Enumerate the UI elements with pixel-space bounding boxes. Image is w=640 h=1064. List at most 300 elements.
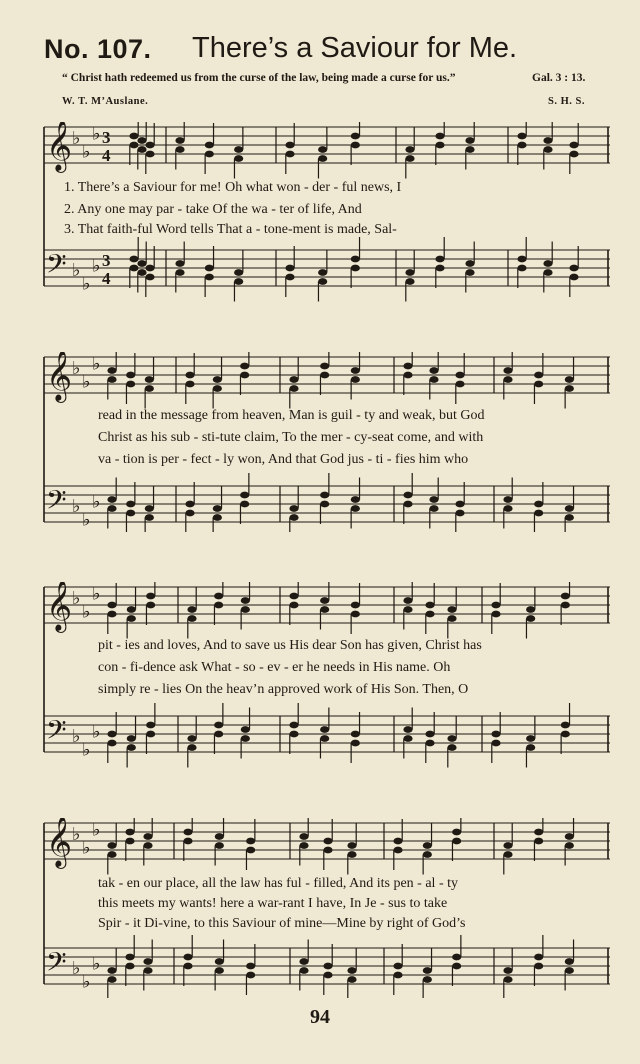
flat-icon: ♭ [82, 371, 91, 393]
note-head-icon [465, 137, 474, 144]
note-head-icon [565, 376, 574, 383]
note-head-icon [491, 731, 500, 738]
note-head-icon [425, 611, 434, 618]
note-head-icon [107, 976, 116, 983]
note-head-icon [285, 265, 294, 272]
note-head-icon [137, 137, 146, 144]
note-head-icon [214, 602, 223, 609]
note-head-icon [425, 602, 434, 609]
note-head-icon [447, 744, 456, 751]
note-head-icon [246, 838, 255, 845]
note-head-icon [146, 593, 155, 600]
note-head-icon [320, 735, 329, 742]
note-head-icon [534, 372, 543, 379]
note-head-icon [137, 269, 146, 276]
note-head-icon [126, 510, 135, 517]
note-head-icon [299, 833, 308, 840]
bass-clef-icon: 𝄢 [46, 248, 67, 286]
lyric-line-1-2: 2. Any one may par - take Of the wa - ter of life, And [64, 202, 362, 217]
note-head-icon [289, 593, 298, 600]
note-head-icon [215, 967, 224, 974]
note-head-icon [145, 385, 154, 392]
note-head-icon [137, 260, 146, 267]
note-head-icon [241, 735, 250, 742]
note-head-icon [403, 501, 412, 508]
note-head-icon [455, 501, 464, 508]
note-head-icon [435, 265, 444, 272]
note-head-icon [347, 851, 356, 858]
note-head-icon [289, 722, 298, 729]
note-head-icon [299, 958, 308, 965]
note-head-icon [455, 510, 464, 517]
note-head-icon [517, 256, 526, 263]
note-head-icon [145, 151, 154, 158]
note-head-icon [143, 967, 152, 974]
flat-icon: ♭ [82, 739, 91, 761]
note-head-icon [289, 731, 298, 738]
note-head-icon [125, 954, 134, 961]
note-head-icon [565, 842, 574, 849]
note-head-icon [423, 842, 432, 849]
note-head-icon [351, 611, 360, 618]
note-head-icon [569, 142, 578, 149]
note-head-icon [107, 367, 116, 374]
note-head-icon [289, 514, 298, 521]
note-head-icon [214, 593, 223, 600]
note-head-icon [565, 833, 574, 840]
note-head-icon [447, 606, 456, 613]
note-head-icon [565, 505, 574, 512]
note-head-icon [435, 256, 444, 263]
note-head-icon [323, 972, 332, 979]
note-head-icon [241, 597, 250, 604]
note-head-icon [107, 731, 116, 738]
note-head-icon [323, 838, 332, 845]
note-head-icon [429, 376, 438, 383]
note-head-icon [289, 385, 298, 392]
bass-clef-icon: 𝄢 [46, 946, 67, 984]
note-head-icon [145, 142, 154, 149]
note-head-icon [534, 963, 543, 970]
note-head-icon [534, 501, 543, 508]
note-head-icon [503, 505, 512, 512]
note-head-icon [126, 372, 135, 379]
bass-clef-icon: 𝄢 [46, 714, 67, 752]
note-head-icon [320, 363, 329, 370]
note-head-icon [240, 372, 249, 379]
note-head-icon [183, 963, 192, 970]
note-head-icon [351, 133, 360, 140]
note-head-icon [183, 829, 192, 836]
note-head-icon [435, 133, 444, 140]
note-head-icon [213, 505, 222, 512]
time-signature-icon: 4 [102, 269, 111, 288]
note-head-icon [405, 155, 414, 162]
note-head-icon [246, 972, 255, 979]
flat-icon: ♭ [92, 583, 101, 605]
note-head-icon [107, 842, 116, 849]
note-head-icon [299, 967, 308, 974]
note-head-icon [129, 256, 138, 263]
note-head-icon [146, 602, 155, 609]
note-head-icon [543, 269, 552, 276]
note-head-icon [534, 829, 543, 836]
note-head-icon [185, 372, 194, 379]
note-head-icon [213, 376, 222, 383]
note-head-icon [107, 496, 116, 503]
flat-icon: ♭ [82, 141, 91, 163]
note-head-icon [175, 269, 184, 276]
note-head-icon [145, 274, 154, 281]
note-head-icon [285, 274, 294, 281]
note-head-icon [351, 731, 360, 738]
scripture-reference: Gal. 3 : 13. [532, 72, 586, 84]
scripture-text: “ Christ hath redeemed us from the curse of the law, being made a curse for us.” [62, 72, 456, 84]
note-head-icon [503, 967, 512, 974]
note-head-icon [491, 602, 500, 609]
note-head-icon [129, 265, 138, 272]
note-head-icon [323, 847, 332, 854]
note-head-icon [393, 838, 402, 845]
note-head-icon [185, 510, 194, 517]
note-head-icon [320, 492, 329, 499]
lyric-line-1-1: 1. There’s a Saviour for me! Oh what won - der - ful news, I [64, 180, 402, 195]
note-head-icon [145, 265, 154, 272]
flat-icon: ♭ [92, 721, 101, 743]
note-head-icon [561, 722, 570, 729]
note-head-icon [318, 278, 327, 285]
note-head-icon [185, 381, 194, 388]
flat-icon: ♭ [82, 509, 91, 531]
note-head-icon [569, 151, 578, 158]
note-head-icon [351, 367, 360, 374]
note-head-icon [318, 155, 327, 162]
note-head-icon [215, 958, 224, 965]
note-head-icon [320, 501, 329, 508]
note-head-icon [299, 842, 308, 849]
note-head-icon [240, 363, 249, 370]
note-head-icon [429, 367, 438, 374]
note-head-icon [129, 133, 138, 140]
note-head-icon [351, 265, 360, 272]
note-head-icon [425, 740, 434, 747]
flat-icon: ♭ [82, 273, 91, 295]
note-head-icon [526, 744, 535, 751]
note-head-icon [423, 967, 432, 974]
flat-icon: ♭ [72, 824, 81, 845]
note-head-icon [403, 492, 412, 499]
lyric-line-3-2: con - fi-dence ask What - so - ev - er he needs in His name. Oh [98, 660, 451, 675]
note-head-icon [543, 146, 552, 153]
note-head-icon [240, 492, 249, 499]
note-head-icon [146, 722, 155, 729]
flat-icon: ♭ [72, 588, 81, 609]
flat-icon: ♭ [72, 496, 81, 517]
note-head-icon [215, 842, 224, 849]
note-head-icon [569, 265, 578, 272]
flat-icon: ♭ [72, 128, 81, 149]
note-head-icon [425, 731, 434, 738]
hymn-title: There’s a Saviour for Me. [192, 32, 518, 64]
treble-clef-icon: 𝄞 [46, 122, 73, 171]
note-head-icon [491, 740, 500, 747]
note-head-icon [393, 963, 402, 970]
lyric-line-1-3: 3. That faith-ful Word tells That a - tone-ment is made, Sal- [64, 222, 397, 237]
note-head-icon [145, 376, 154, 383]
note-head-icon [234, 155, 243, 162]
note-head-icon [289, 505, 298, 512]
flat-icon: ♭ [92, 491, 101, 513]
flat-icon: ♭ [72, 260, 81, 281]
note-head-icon [403, 735, 412, 742]
note-head-icon [351, 505, 360, 512]
note-head-icon [318, 269, 327, 276]
music-system-2 [38, 352, 614, 532]
note-head-icon [423, 851, 432, 858]
lyric-line-4-2: this meets my wants! here a war-rant I have, In Je - sus to take [98, 896, 448, 911]
flat-icon: ♭ [92, 819, 101, 841]
note-head-icon [289, 602, 298, 609]
note-head-icon [205, 142, 214, 149]
author-credit: W. T. M’Auslane. [62, 96, 149, 107]
note-head-icon [503, 367, 512, 374]
note-head-icon [447, 615, 456, 622]
note-head-icon [491, 611, 500, 618]
note-head-icon [285, 142, 294, 149]
flat-icon: ♭ [82, 601, 91, 623]
note-head-icon [561, 602, 570, 609]
note-head-icon [452, 838, 461, 845]
note-head-icon [403, 372, 412, 379]
note-head-icon [146, 731, 155, 738]
note-head-icon [429, 505, 438, 512]
note-head-icon [320, 372, 329, 379]
note-head-icon [246, 963, 255, 970]
note-head-icon [234, 146, 243, 153]
note-head-icon [351, 602, 360, 609]
note-head-icon [107, 740, 116, 747]
note-head-icon [125, 963, 134, 970]
note-head-icon [107, 602, 116, 609]
note-head-icon [403, 726, 412, 733]
note-head-icon [107, 611, 116, 618]
note-head-icon [405, 269, 414, 276]
note-head-icon [215, 833, 224, 840]
note-head-icon [405, 278, 414, 285]
treble-clef-icon: 𝄞 [46, 582, 73, 631]
note-head-icon [503, 976, 512, 983]
note-head-icon [214, 722, 223, 729]
note-head-icon [347, 842, 356, 849]
hymn-number: No. 107. [44, 34, 152, 64]
note-head-icon [320, 726, 329, 733]
note-head-icon [241, 606, 250, 613]
note-head-icon [241, 726, 250, 733]
flat-icon: ♭ [72, 958, 81, 979]
note-head-icon [403, 363, 412, 370]
note-head-icon [534, 510, 543, 517]
lyric-line-4-1: tak - en our place, all the law has ful - filled, And its pen - al - ty [98, 876, 459, 891]
note-head-icon [447, 735, 456, 742]
note-head-icon [526, 735, 535, 742]
note-head-icon [565, 385, 574, 392]
bass-clef-icon: 𝄢 [46, 484, 67, 522]
flat-icon: ♭ [72, 726, 81, 747]
scripture-quote [62, 72, 602, 84]
flat-icon: ♭ [92, 123, 101, 145]
composer-credit: S. H. S. [548, 96, 585, 107]
time-signature-icon: 3 [102, 251, 111, 270]
note-head-icon [465, 269, 474, 276]
note-head-icon [503, 496, 512, 503]
time-signature-icon: 4 [102, 146, 111, 165]
time-signature-icon: 3 [102, 128, 111, 147]
note-head-icon [561, 593, 570, 600]
note-head-icon [107, 967, 116, 974]
note-head-icon [534, 381, 543, 388]
note-head-icon [205, 265, 214, 272]
note-head-icon [452, 954, 461, 961]
note-head-icon [347, 967, 356, 974]
note-head-icon [465, 260, 474, 267]
note-head-icon [126, 381, 135, 388]
note-head-icon [234, 278, 243, 285]
lyric-line-3-3: simply re - lies On the heav’n approved work of His Son. Then, O [98, 682, 469, 697]
note-head-icon [543, 260, 552, 267]
flat-icon: ♭ [92, 953, 101, 975]
note-head-icon [429, 496, 438, 503]
staff-notation-3 [38, 582, 614, 772]
note-head-icon [205, 274, 214, 281]
note-head-icon [185, 501, 194, 508]
note-head-icon [423, 976, 432, 983]
note-head-icon [569, 274, 578, 281]
lyric-line-2-1: read in the message from heaven, Man is guil - ty and weak, but God [98, 408, 485, 423]
note-head-icon [565, 514, 574, 521]
note-head-icon [285, 151, 294, 158]
note-head-icon [455, 381, 464, 388]
note-head-icon [403, 597, 412, 604]
note-head-icon [145, 505, 154, 512]
note-head-icon [175, 137, 184, 144]
flat-icon: ♭ [82, 971, 91, 993]
note-head-icon [107, 851, 116, 858]
note-head-icon [318, 146, 327, 153]
note-head-icon [205, 151, 214, 158]
note-head-icon [107, 376, 116, 383]
note-head-icon [351, 256, 360, 263]
lyric-line-2-3: va - tion is per - fect - ly won, And that God jus - ti - fies him who [98, 452, 469, 467]
page-number: 94 [310, 1006, 330, 1028]
lyric-line-2-2: Christ as his sub - sti-tute claim, To the mer - cy-seat come, and with [98, 430, 484, 445]
note-head-icon [452, 829, 461, 836]
note-head-icon [351, 740, 360, 747]
music-system-1 [38, 122, 614, 302]
note-head-icon [393, 847, 402, 854]
note-head-icon [126, 501, 135, 508]
treble-clef-icon: 𝄞 [46, 352, 73, 401]
note-head-icon [137, 146, 146, 153]
note-head-icon [127, 744, 136, 751]
note-head-icon [517, 142, 526, 149]
note-head-icon [503, 842, 512, 849]
note-head-icon [565, 967, 574, 974]
note-head-icon [543, 137, 552, 144]
flat-icon: ♭ [82, 837, 91, 859]
music-system-4 [38, 818, 614, 998]
note-head-icon [347, 976, 356, 983]
note-head-icon [129, 142, 138, 149]
note-head-icon [534, 838, 543, 845]
note-head-icon [565, 958, 574, 965]
note-head-icon [183, 954, 192, 961]
note-head-icon [187, 735, 196, 742]
note-head-icon [323, 963, 332, 970]
note-head-icon [175, 146, 184, 153]
note-head-icon [143, 833, 152, 840]
note-head-icon [517, 133, 526, 140]
flat-icon: ♭ [92, 255, 101, 277]
note-head-icon [143, 842, 152, 849]
note-head-icon [107, 505, 116, 512]
flat-icon: ♭ [92, 353, 101, 375]
note-head-icon [526, 615, 535, 622]
note-head-icon [125, 829, 134, 836]
note-head-icon [289, 376, 298, 383]
note-head-icon [125, 838, 134, 845]
note-head-icon [517, 265, 526, 272]
note-head-icon [455, 372, 464, 379]
note-head-icon [187, 744, 196, 751]
note-head-icon [213, 385, 222, 392]
note-head-icon [452, 963, 461, 970]
note-head-icon [534, 954, 543, 961]
lyric-line-4-3: Spir - it Di-vine, to this Saviour of mine—Mine by right of God’s [98, 916, 466, 931]
note-head-icon [351, 142, 360, 149]
note-head-icon [127, 606, 136, 613]
note-head-icon [187, 606, 196, 613]
note-head-icon [561, 731, 570, 738]
music-system-3 [38, 582, 614, 772]
note-head-icon [145, 514, 154, 521]
note-head-icon [175, 260, 184, 267]
note-head-icon [351, 376, 360, 383]
note-head-icon [320, 606, 329, 613]
note-head-icon [127, 615, 136, 622]
note-head-icon [214, 731, 223, 738]
note-head-icon [234, 269, 243, 276]
note-head-icon [503, 376, 512, 383]
treble-clef-icon: 𝄞 [46, 818, 73, 867]
note-head-icon [526, 606, 535, 613]
note-head-icon [240, 501, 249, 508]
note-head-icon [393, 972, 402, 979]
note-head-icon [183, 838, 192, 845]
note-head-icon [143, 958, 152, 965]
lyric-line-3-1: pit - ies and loves, And to save us His dear Son has given, Christ has [98, 638, 482, 653]
note-head-icon [405, 146, 414, 153]
note-head-icon [403, 606, 412, 613]
note-head-icon [503, 851, 512, 858]
note-head-icon [435, 142, 444, 149]
flat-icon: ♭ [72, 358, 81, 379]
note-head-icon [127, 735, 136, 742]
note-head-icon [351, 496, 360, 503]
note-head-icon [213, 514, 222, 521]
note-head-icon [246, 847, 255, 854]
note-head-icon [187, 615, 196, 622]
note-head-icon [465, 146, 474, 153]
